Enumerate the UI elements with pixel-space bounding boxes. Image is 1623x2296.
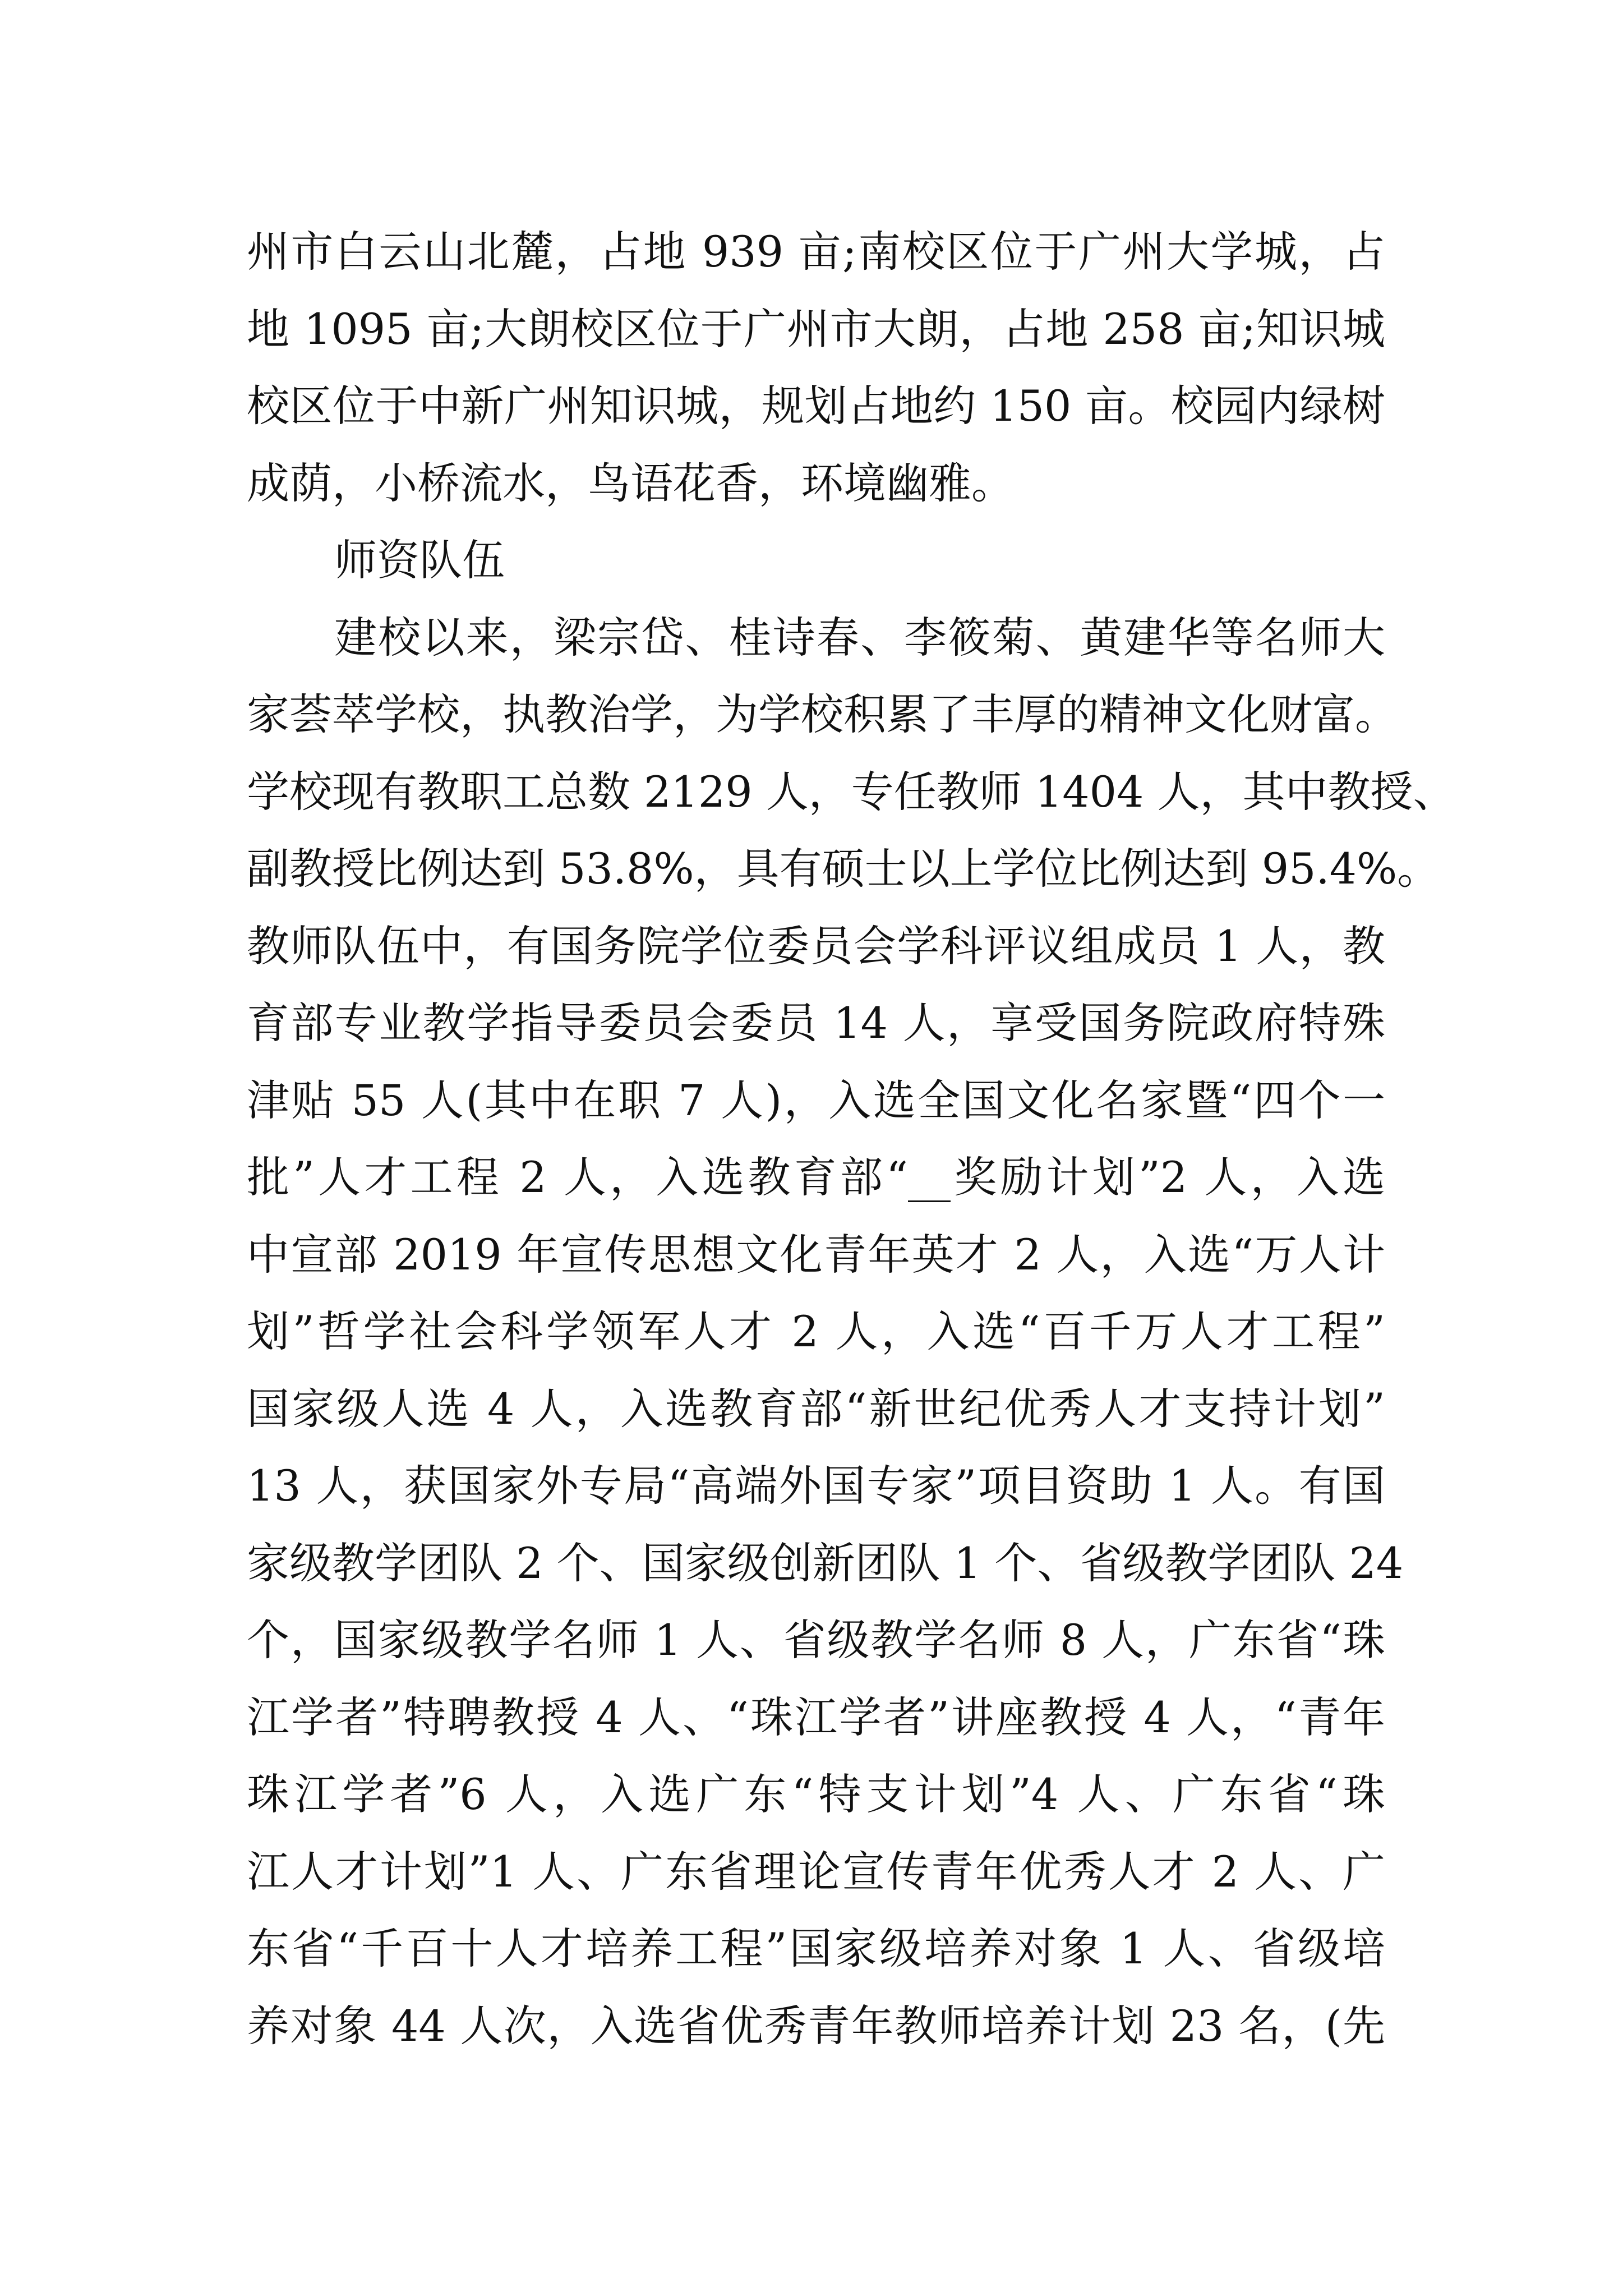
- text-line: 校区位于中新广州知识城，规划占地约 150 亩。校园内绿树: [247, 381, 1385, 431]
- text-line: 江学者”特聘教授 4 人、“珠江学者”讲座教授 4 人，“青年: [247, 1692, 1385, 1742]
- text-line: 家级教学团队 2 个、国家级创新团队 1 个、省级教学团队 24: [247, 1538, 1404, 1588]
- text-line: 划”哲学社会科学领军人才 2 人，入选“百千万人才工程”: [247, 1306, 1385, 1356]
- text-line: 学校现有教职工总数 2129 人，专任教师 1404 人，其中教授、: [247, 766, 1456, 817]
- text-line: 江人才计划”1 人、广东省理论宣传青年优秀人才 2 人、广: [247, 1846, 1385, 1897]
- text-line: 国家级人选 4 人，入选教育部“新世纪优秀人才支持计划”: [247, 1383, 1385, 1434]
- text-line: 州市白云山北麓，占地 939 亩;南校区位于广州大学城，占: [247, 227, 1385, 277]
- text-line: 育部专业教学指导委员会委员 14 人，享受国务院政府特殊: [247, 998, 1385, 1048]
- text-line: 津贴 55 人(其中在职 7 人)，入选全国文化名家暨“四个一: [247, 1075, 1385, 1125]
- text-line: 个，国家级教学名师 1 人、省级教学名师 8 人，广东省“珠: [247, 1615, 1385, 1665]
- text-line: 副教授比例达到 53.8%，具有硕士以上学位比例达到 95.4%。: [247, 844, 1440, 894]
- text-line: 建校以来，梁宗岱、桂诗春、李筱菊、黄建华等名师大: [334, 612, 1385, 662]
- text-line: 成荫，小桥流水，鸟语花香，环境幽雅。: [247, 458, 1014, 508]
- text-line: 13 人，获国家外专局“高端外国专家”项目资助 1 人。有国: [247, 1461, 1385, 1511]
- text-line: 珠江学者”6 人，入选广东“特支计划”4 人、广东省“珠: [247, 1769, 1385, 1819]
- text-line: 东省“千百十人才培养工程”国家级培养对象 1 人、省级培: [247, 1924, 1385, 1973]
- text-line: 批”人才工程 2 人，入选教育部“__奖励计划”2 人，入选: [247, 1152, 1385, 1202]
- text-line: 地 1095 亩;大朗校区位于广州市大朗，占地 258 亩;知识城: [247, 303, 1385, 354]
- section-heading: 师资队伍: [334, 535, 505, 585]
- text-line: 中宣部 2019 年宣传思想文化青年英才 2 人，入选“万人计: [247, 1229, 1385, 1280]
- body-text: [247, 213, 1456, 2064]
- text-line: 养对象 44 人次，入选省优秀青年教师培养计划 23 名，(先: [247, 2000, 1385, 2051]
- text-line: 教师队伍中，有国务院学位委员会学科评议组成员 1 人，教: [247, 921, 1385, 971]
- text-line: 家荟萃学校，执教治学，为学校积累了丰厚的精神文化财富。: [247, 689, 1398, 739]
